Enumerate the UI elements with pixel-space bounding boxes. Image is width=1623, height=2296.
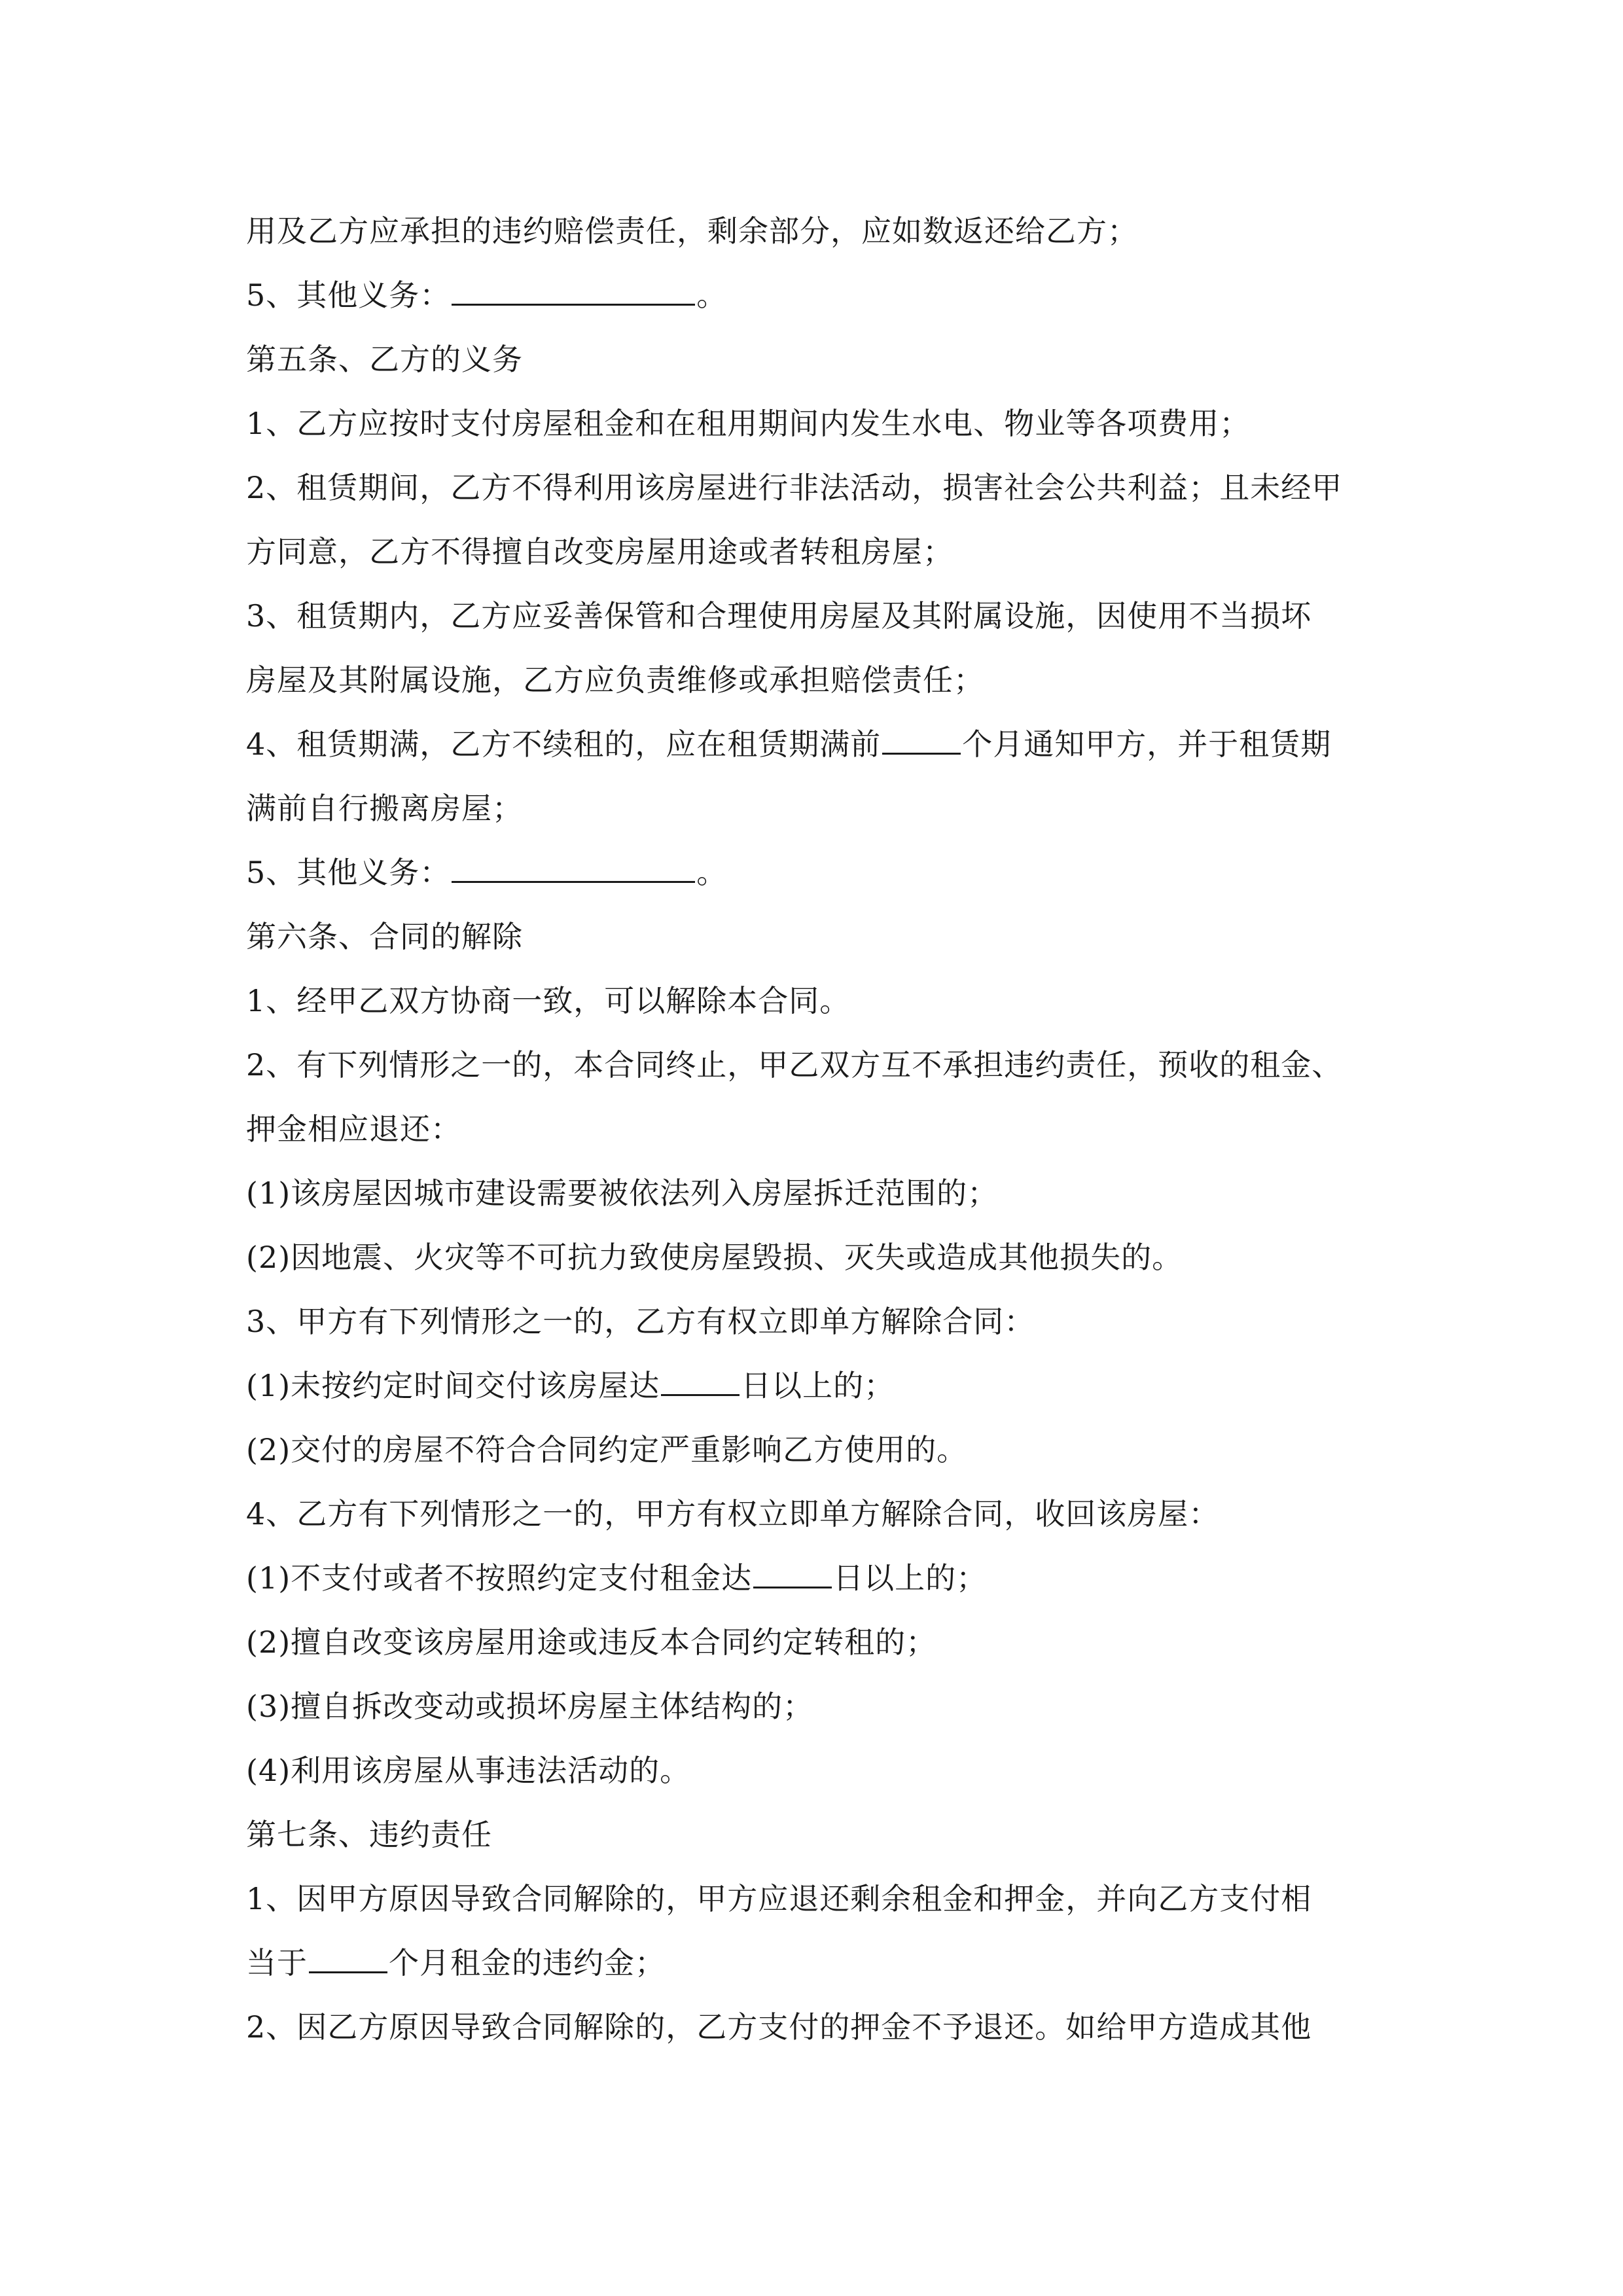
text-line: (3)擅自拆改变动或损坏房屋主体结构的； xyxy=(246,1689,814,1724)
section-heading: 第七条、违约责任 xyxy=(246,1817,492,1852)
text-line: 押金相应退还： xyxy=(246,1111,461,1147)
text-line: 满前自行搬离房屋； xyxy=(246,791,523,826)
text-line: (1)不支付或者不按照约定支付租金达 日以上的； xyxy=(246,1560,988,1596)
text-line: 4、租赁期满，乙方不续租的，应在租赁期满前 个月通知甲方，并于租赁期 xyxy=(246,726,1332,762)
text-line: 用及乙方应承担的违约赔偿责任，剩余部分，应如数返还给乙方； xyxy=(246,213,1138,249)
text-line: 方同意，乙方不得擅自改变房屋用途或者转租房屋； xyxy=(246,534,954,569)
text-line: 5、其他义务： 。 xyxy=(246,855,728,890)
text-line: 4、乙方有下列情形之一的，甲方有权立即单方解除合同，收回该房屋： xyxy=(246,1496,1220,1532)
text-line: (2)交付的房屋不符合合同约定严重影响乙方使用的。 xyxy=(246,1432,968,1467)
text-line: 2、有下列情形之一的，本合同终止，甲乙双方互不承担违约责任，预收的租金、 xyxy=(246,1047,1343,1083)
text-line: (2)擅自改变该房屋用途或违反本合同约定转租的； xyxy=(246,1624,937,1660)
text-line: (4)利用该房屋从事违法活动的。 xyxy=(246,1753,691,1788)
text-line: 2、租赁期间，乙方不得利用该房屋进行非法活动，损害社会公共利益；且未经甲 xyxy=(246,470,1343,505)
text-line: (1)该房屋因城市建设需要被依法列入房屋拆迁范围的； xyxy=(246,1175,999,1211)
section-heading: 第五条、乙方的义务 xyxy=(246,342,523,377)
text-line: 5、其他义务： 。 xyxy=(246,278,728,313)
text-line: (1)未按约定时间交付该房屋达 日以上的； xyxy=(246,1368,895,1403)
text-line: 房屋及其附属设施，乙方应负责维修或承担赔偿责任； xyxy=(246,662,984,698)
text-line: 1、乙方应按时支付房屋租金和在租用期间内发生水电、物业等各项费用； xyxy=(246,406,1251,441)
text-line: (2)因地震、火灾等不可抗力致使房屋毁损、灭失或造成其他损失的。 xyxy=(246,1240,1183,1275)
text-line: 3、租赁期内，乙方应妥善保管和合理使用房屋及其附属设施，因使用不当损坏 xyxy=(246,598,1312,634)
section-heading: 第六条、合同的解除 xyxy=(246,919,523,954)
text-line: 当于 个月租金的违约金； xyxy=(246,1945,666,1981)
fill-blank xyxy=(452,278,695,306)
text-line: 3、甲方有下列情形之一的，乙方有权立即单方解除合同： xyxy=(246,1304,1035,1339)
text-line: 1、经甲乙双方协商一致，可以解除本合同。 xyxy=(246,983,851,1018)
fill-blank xyxy=(309,1945,387,1973)
text-line: 1、因甲方原因导致合同解除的，甲方应退还剩余租金和押金，并向乙方支付相 xyxy=(246,1881,1312,1916)
fill-blank xyxy=(452,855,695,883)
fill-blank xyxy=(753,1560,832,1588)
fill-blank xyxy=(661,1368,740,1396)
text-line: 2、因乙方原因导致合同解除的，乙方支付的押金不予退还。如给甲方造成其他 xyxy=(246,2009,1312,2045)
fill-blank xyxy=(882,726,961,755)
